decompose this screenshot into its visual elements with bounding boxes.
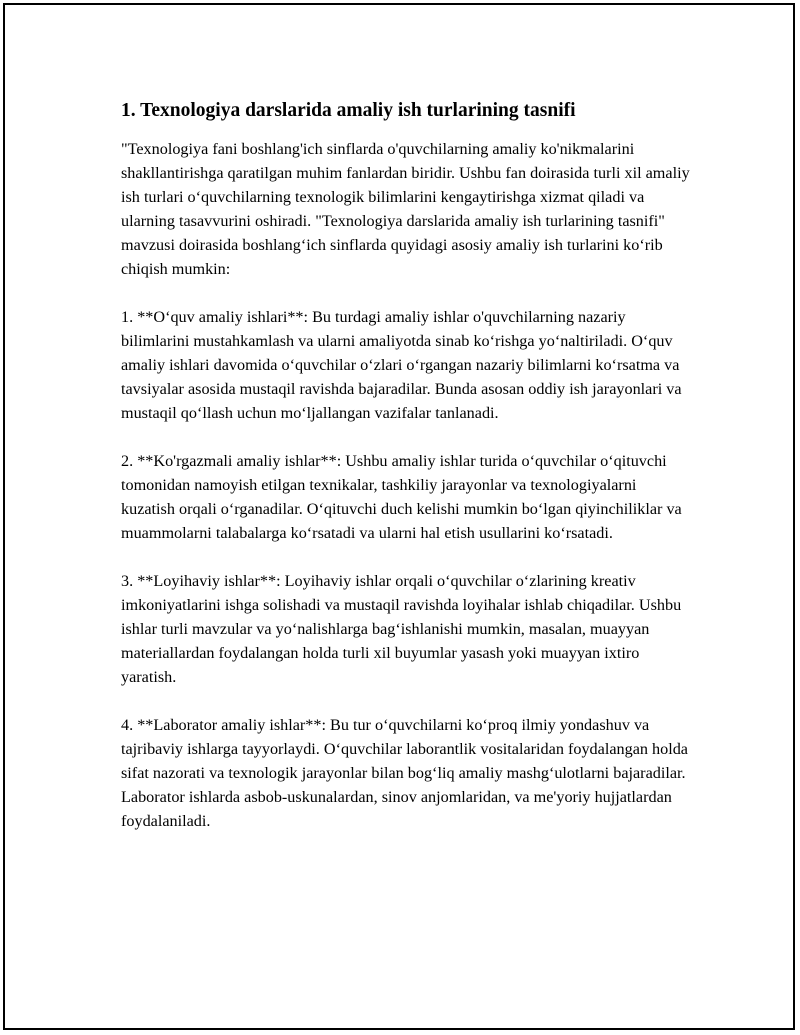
list-item-paragraph: 4. **Laborator amaliy ishlar**: Bu tur o‘quvchilarni ko‘proq ilmiy yondashuv va tajribaviy ishlarga tayyorlaydi. O‘quvchilar laborantlik vositalaridan foydalangan holda sifat nazorati va texnologik jarayonlar bilan bog‘liq amaliy mashg‘ulotlarni bajaradilar. Laborator ishlarda asbob-uskunalardan, sinov anjomlaridan, va me'yoriy hujjatlardan foydalaniladi. [121,716,688,830]
list-item-paragraph: 1. **O‘quv amaliy ishlari**: Bu turdagi amaliy ishlar o'quvchilarning nazariy bilimlarini mustahkamlash va ularni amaliyotda sinab ko‘rishga yo‘naltiriladi. O‘quv amaliy ishlari davomida o‘quvchilar o‘zlari o‘rgangan nazariy bilimlarni ko‘rsatma va tavsiyalar asosida mustaqil ravishda bajaradilar. Bunda asosan oddiy ish jarayonlari va mustaqil qo‘llash uchun mo‘ljallangan vazifalar tanlanadi. [121,308,682,422]
list-item-paragraph: 2. **Ko'rgazmali amaliy ishlar**: Ushbu amaliy ishlar turida o‘quvchilar o‘qituvchi tomonidan namoyish etilgan texnikalar, tashkiliy jarayonlar va texnologiyalarni kuzatish orqali o‘rganadilar. O‘qituvchi duch kelishi mumkin bo‘lgan qiyinchiliklar va muammolarni talabalarga ko‘rsatadi va ularni hal etish usullarini ko‘rsatadi. [121,452,682,542]
document-body [121,97,691,833]
document-title: 1. Texnologiya darslarida amaliy ish turlarining tasnifi [121,100,576,121]
intro-paragraph: "Texnologiya fani boshlang'ich sinflarda o'quvchilarning amaliy ko'nikmalarini shakllantirishga qaratilgan muhim fanlardan biridir. Ushbu fan doirasida turli xil amaliy ish turlari o‘quvchilarning texnologik bilimlarini kengaytirishga xizmat qiladi va ularning tasavvurini oshiradi. "Texnologiya darslarida amaliy ish turlarining tasnifi" mavzusi doirasida boshlang‘ich sinflarda quyidagi asosiy amaliy ish turlarini ko‘rib chiqish mumkin: [121,140,690,278]
list-item-paragraph: 3. **Loyihaviy ishlar**: Loyihaviy ishlar orqali o‘quvchilar o‘zlarining kreativ imkoniyatlarini ishga solishadi va mustaqil ravishda loyihalar ishlab chiqadilar. Ushbu ishlar turli mavzular va yo‘nalishlarga bag‘ishlanishi mumkin, masalan, muayyan materiallardan foydalangan holda turli xil buyumlar yasash yoki muayyan ixtiro yaratish. [121,572,682,686]
page-frame [3,3,795,1030]
